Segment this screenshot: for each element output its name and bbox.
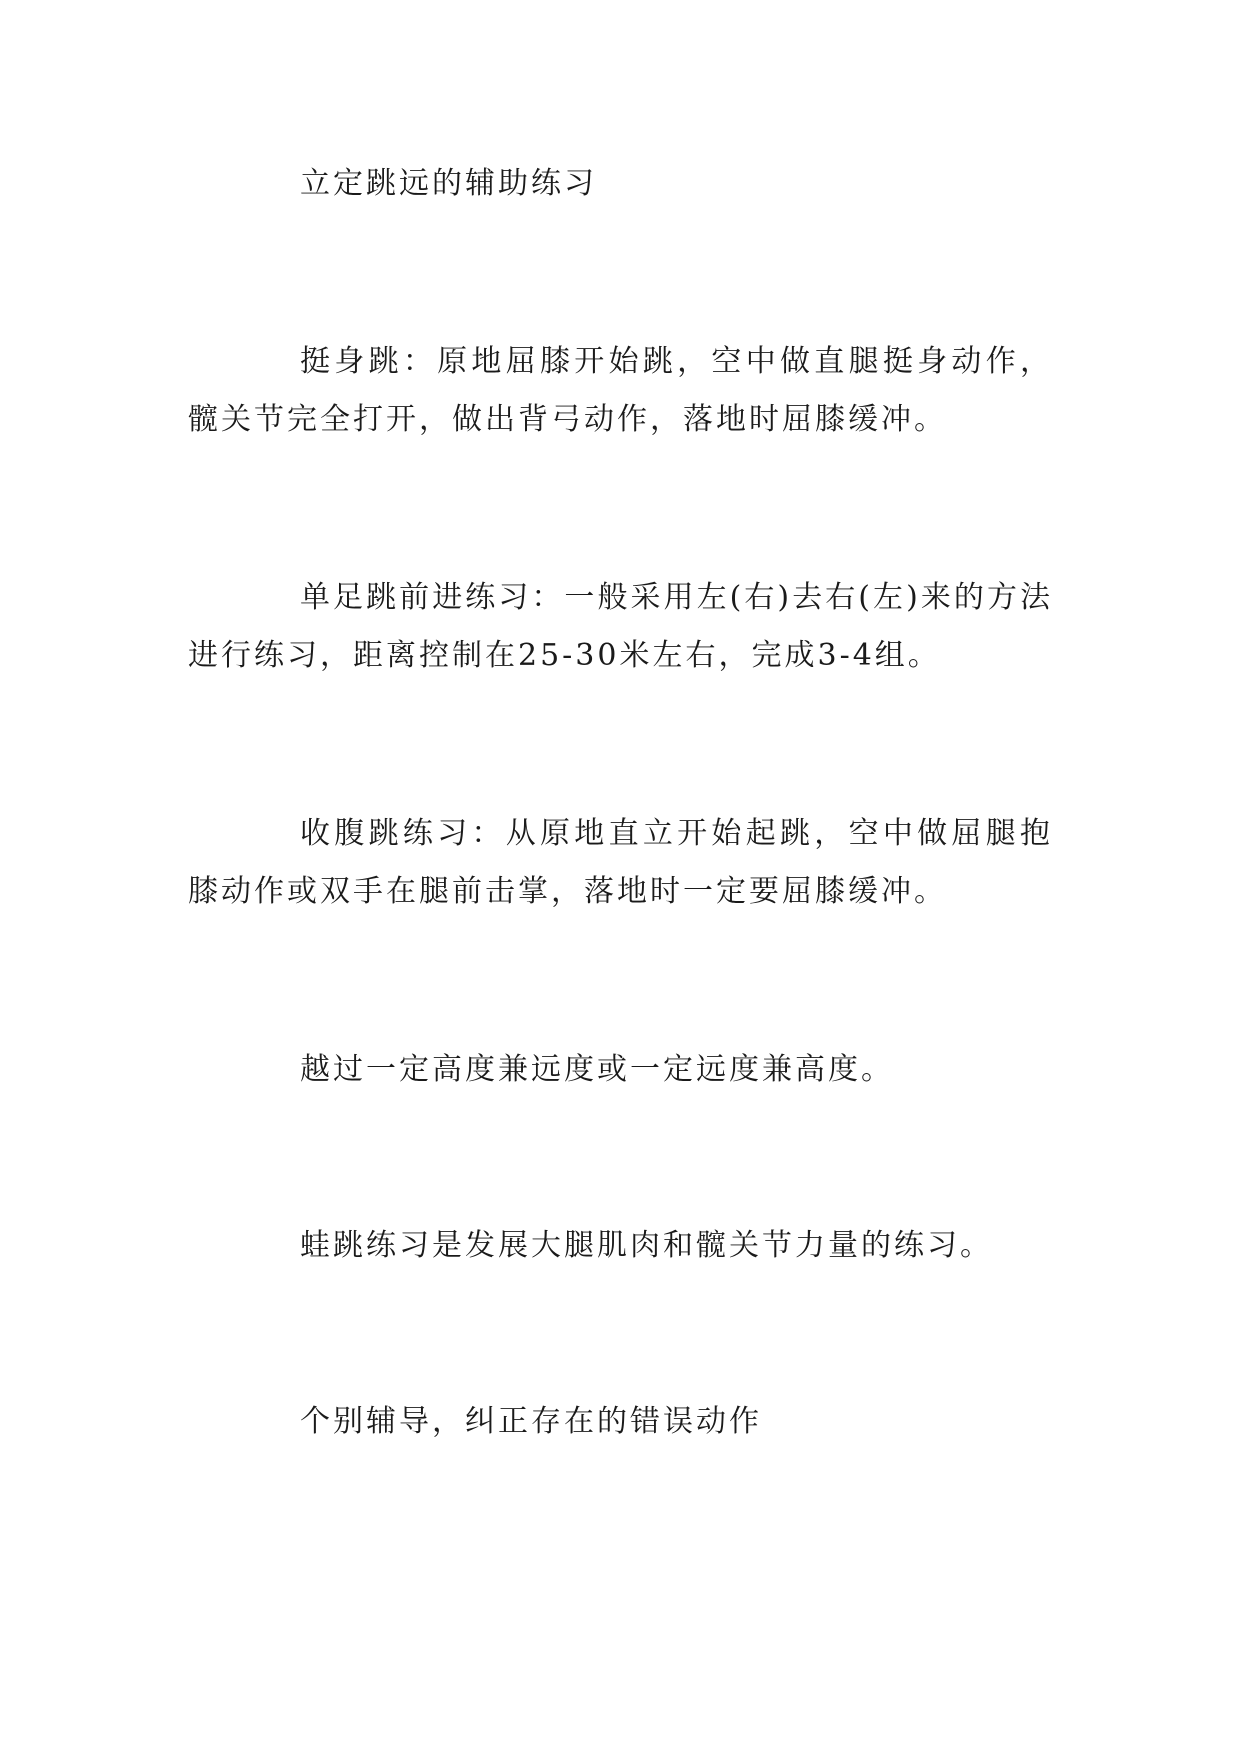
paragraph-2: 单足跳前进练习：一般采用左(右)去右(左)来的方法进行练习，距离控制在25-30米左右，完成3-4组。 — [188, 580, 1053, 673]
paragraph-6: 个别辅导，纠正存在的错误动作 — [300, 1404, 762, 1439]
paragraph-3: 收腹跳练习：从原地直立开始起跳，空中做屈腿抱膝动作或双手在腿前击掌，落地时一定要屈膝缓冲。 — [188, 816, 1053, 909]
document-title: 立定跳远的辅助练习 — [300, 166, 597, 201]
paragraph-4: 越过一定高度兼远度或一定远度兼高度。 — [300, 1052, 894, 1087]
paragraph-1: 挺身跳：原地屈膝开始跳，空中做直腿挺身动作，髋关节完全打开，做出背弓动作，落地时屈膝缓冲。 — [188, 344, 1053, 437]
paragraph-5: 蛙跳练习是发展大腿肌肉和髋关节力量的练习。 — [300, 1228, 993, 1263]
